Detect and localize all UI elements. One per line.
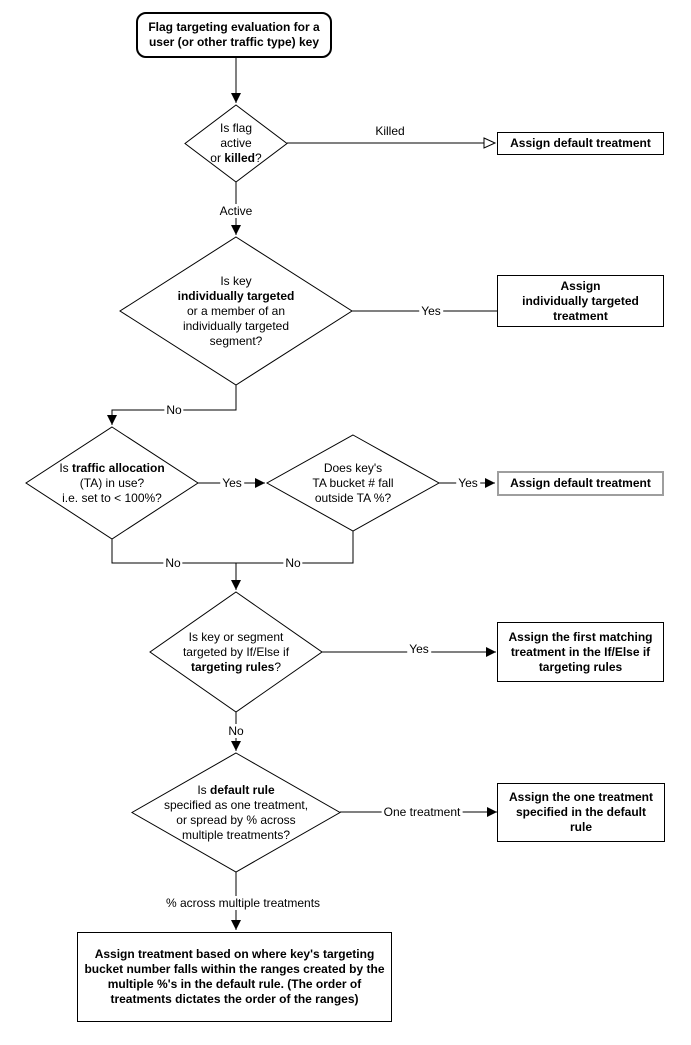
outcome-individually-targeted-treatment: Assign individually targeted treatment xyxy=(497,275,664,327)
edge-label-no-ta: No xyxy=(165,556,181,570)
edge-label-no-individually: No xyxy=(166,403,182,417)
edge-label-yes-bucket: Yes xyxy=(458,476,478,490)
decision-individually-targeted: Is key individually targeted or a member of an individually targeted segment? xyxy=(177,273,295,348)
decision-traffic-allocation: Is traffic allocation (TA) in use? i.e. set to < 100%? xyxy=(59,460,165,505)
edge-label-no-bucket: No xyxy=(285,556,301,570)
start-node xyxy=(136,12,332,58)
outcome-first-matching-treatment xyxy=(497,622,664,682)
outcome-one-treatment xyxy=(497,783,665,842)
edge-label-active: Active xyxy=(219,204,253,218)
edge-label-killed: Killed xyxy=(375,124,405,138)
decision-targeting-rules: Is key or segment targeted by If/Else if targeting rules? xyxy=(182,629,290,674)
outcome-default-treatment-killed xyxy=(497,132,664,155)
outcome-label: Assign the first matching treatment in the If/Else if targeting rules xyxy=(508,629,653,674)
decision-targeting-rules-shape xyxy=(150,592,322,712)
outcome-label: Assign treatment based on where key's targeting bucket number falls within the ranges created by the multiple %'s in the default rule. (The order of treatments dictates the order of the ranges) xyxy=(84,947,385,1006)
outcome-label: Assign default treatment xyxy=(510,476,651,490)
outcome-label: Assign the one treatment specified in the default rule xyxy=(508,790,654,834)
outcome-default-treatment-ta xyxy=(497,471,664,496)
edge-label-yes-individually: Yes xyxy=(421,304,441,318)
decision-flag-active-shape xyxy=(185,105,287,182)
decision-ta-bucket-shape xyxy=(267,435,439,531)
outcome-label: Assign default treatment xyxy=(510,136,651,150)
decision-ta-bucket: Does key's TA bucket # fall outside TA %? xyxy=(312,460,394,505)
decision-flag-active: Is flag active or killed? xyxy=(210,121,262,165)
edge-label-pct-across: % across multiple treatments xyxy=(165,896,321,910)
edge-label-one-treatment: One treatment xyxy=(383,805,461,819)
start-node-label: Flag targeting evaluation for a user (or other traffic type) key xyxy=(148,20,320,49)
edge-label-yes-rules: Yes xyxy=(409,642,429,656)
outcome-bucket-ranges xyxy=(77,932,392,1022)
edge-label-no-rules: No xyxy=(228,724,244,738)
decision-default-rule: Is default rule specified as one treatment, or spread by % across multiple treatments? xyxy=(163,782,309,842)
edge-label-yes-ta: Yes xyxy=(222,476,242,490)
decision-default-rule-shape xyxy=(132,753,340,872)
decision-traffic-allocation-shape xyxy=(26,427,198,539)
decision-individually-targeted-shape xyxy=(120,237,352,385)
